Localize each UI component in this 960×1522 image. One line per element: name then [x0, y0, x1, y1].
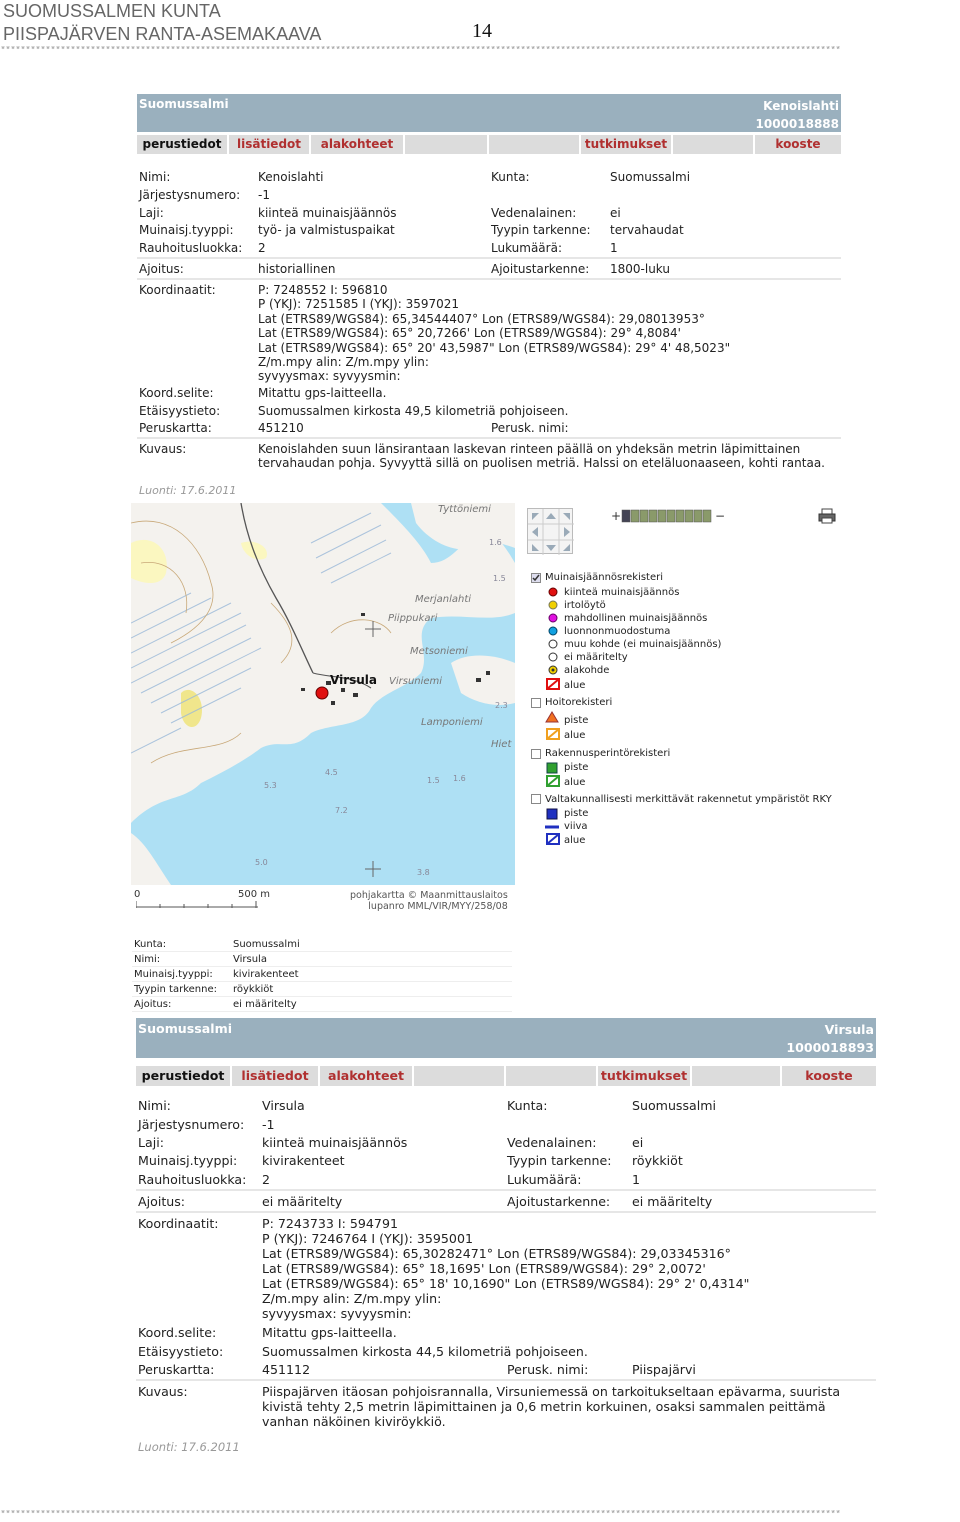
map-pan-control[interactable]	[527, 508, 573, 554]
coord-line: Lat (ETRS89/WGS84): 65° 18' 10,1690" Lon (ETRS89/WGS84): 29° 2' 0,4314"	[262, 1276, 750, 1291]
value-muinaisj-tyyppi: työ- ja valmistuspaikat	[258, 223, 395, 237]
tab-kooste[interactable]: kooste	[755, 135, 841, 154]
label-etaisyystieto: Etäisyystieto:	[138, 1344, 224, 1359]
site-marker	[316, 687, 328, 699]
label-kuvaus: Kuvaus:	[138, 1384, 188, 1399]
record-name: Virsula	[824, 1022, 874, 1037]
divider	[136, 1379, 876, 1381]
legend-item: alue	[564, 777, 586, 788]
label-etaisyystieto: Etäisyystieto:	[139, 404, 221, 418]
legend-item: viiva	[564, 821, 588, 832]
header-plan-title: PIISPAJÄRVEN RANTA-ASEMAKAAVA	[3, 24, 322, 44]
label-ajoitus: Ajoitus:	[139, 262, 184, 276]
value-rauhoitusluokka: 2	[262, 1172, 271, 1187]
scale-ruler	[136, 901, 261, 909]
svg-text:1.5: 1.5	[427, 776, 440, 785]
map-label: Virsuniemi	[389, 676, 443, 687]
description-line: vanhan näköinen kiviröykkiö.	[262, 1414, 446, 1429]
svg-text:4.5: 4.5	[325, 768, 338, 777]
blue-area-icon	[546, 833, 560, 848]
record-tabs	[136, 1066, 876, 1086]
tab-tutkimukset[interactable]: tutkimukset	[598, 1066, 690, 1086]
coord-line: P (YKJ): 7251585 I (YKJ): 3597021	[258, 297, 460, 312]
value-jarjestysnumero: -1	[258, 188, 270, 202]
coord-line: P (YKJ): 7246764 I (YKJ): 3595001	[262, 1231, 473, 1246]
divider	[137, 278, 841, 280]
label-jarjestysnumero: Järjestysnumero:	[139, 188, 241, 202]
zoom-out-icon: −	[715, 509, 726, 523]
tab-spacer	[414, 1066, 504, 1086]
value-ajoitus: ei määritelty	[262, 1194, 343, 1209]
label-kunta: Kunta:	[491, 170, 530, 184]
record-title-bar	[137, 94, 841, 132]
label-kuvaus: Kuvaus:	[139, 442, 187, 456]
record-municipality: Suomussalmi	[138, 1021, 233, 1036]
svg-text:7.2: 7.2	[335, 806, 348, 815]
map-view[interactable]	[131, 503, 515, 885]
layer-checkbox-hoitorekisteri[interactable]	[531, 698, 541, 708]
label-koordinaatit: Koordinaatit:	[139, 283, 216, 297]
legend-item: mahdollinen muinaisjäännös	[564, 613, 708, 624]
value-kunta: Suomussalmi	[610, 170, 691, 184]
divider	[137, 437, 841, 439]
svg-text:5.3: 5.3	[264, 781, 277, 790]
legend-item: alakohde	[564, 665, 610, 676]
value-koordinaatit	[258, 283, 730, 384]
map-label: Tyttöniemi	[438, 504, 491, 515]
value-koord-selite: Mitattu gps-laitteella.	[258, 386, 387, 400]
zoom-control[interactable]	[611, 508, 729, 528]
svg-text:2.3: 2.3	[495, 701, 508, 710]
value-laji: kiinteä muinaisjäännös	[262, 1135, 408, 1150]
coord-line: Z/m.mpy alin: Z/m.mpy ylin:	[258, 355, 429, 370]
value-laji: kiinteä muinaisjäännös	[258, 206, 397, 220]
top-star-divider: ************************************************************************************************************************************************************************	[0, 46, 841, 57]
zoom-in-icon: +	[611, 509, 622, 523]
value-etaisyystieto: Suomussalmen kirkosta 44,5 kilometriä pohjoiseen.	[262, 1344, 588, 1359]
svg-text:3.8: 3.8	[417, 868, 430, 877]
tab-spacer	[405, 135, 487, 154]
green-area-icon	[546, 775, 560, 790]
label-tyypin-tarkenne: Tyypin tarkenne:	[507, 1153, 612, 1168]
table-row: Muinaisj.tyyppi: kivirakenteet	[132, 967, 512, 982]
coord-line: P: 7248552 I: 596810	[258, 283, 388, 297]
tab-spacer	[489, 135, 579, 154]
svg-text:1.5: 1.5	[493, 574, 506, 583]
print-icon[interactable]	[818, 508, 836, 528]
label-peruskartta: Peruskartta:	[139, 421, 212, 435]
record-card-kenoislahti	[137, 94, 841, 500]
label-koord-selite: Koord.selite:	[138, 1325, 217, 1340]
label-tyypin-tarkenne: Tyypin tarkenne:	[491, 223, 591, 237]
tab-alakohteet[interactable]: alakohteet	[311, 135, 403, 154]
tab-lisatiedot[interactable]: lisätiedot	[229, 135, 309, 154]
divider	[136, 1211, 876, 1213]
value-ajoitustarkenne: 1800-luku	[610, 262, 670, 276]
divider	[136, 1189, 876, 1191]
map-label: Hiet	[491, 739, 512, 750]
value-kuvaus	[262, 1384, 840, 1429]
label-rauhoitusluokka: Rauhoitusluokka:	[139, 241, 243, 255]
tab-lisatiedot[interactable]: lisätiedot	[232, 1066, 318, 1086]
layer-checkbox-rky[interactable]	[531, 794, 541, 804]
value-muinaisj-tyyppi: kivirakenteet	[262, 1153, 345, 1168]
map-label: Piippukari	[388, 613, 438, 624]
legend-item: alue	[564, 835, 586, 846]
record-name: Kenoislahti	[763, 99, 839, 113]
value-vedenalainen: ei	[610, 206, 621, 220]
legend-item: alue	[564, 680, 586, 691]
legend-item: irtolöytö	[564, 600, 606, 611]
record-card-virsula	[136, 1018, 876, 1458]
legend-group-title: Hoitorekisteri	[545, 697, 613, 708]
label-muinaisj-tyyppi: Muinaisj.tyyppi:	[138, 1153, 238, 1168]
legend-item: muu kohde (ei muinaisjäännös)	[564, 639, 722, 650]
value-koord-selite: Mitattu gps-laitteella.	[262, 1325, 397, 1340]
coord-line: syvyysmax: syvyysmin:	[262, 1306, 412, 1321]
value-nimi: Kenoislahti	[258, 170, 324, 184]
coord-line: Lat (ETRS89/WGS84): 65° 20,7266' Lon (ETRS89/WGS84): 29° 4,8084'	[258, 326, 681, 341]
legend-item: kiinteä muinaisjäännös	[564, 587, 680, 598]
table-row: Nimi: Virsula	[132, 952, 512, 967]
record-id: 1000018893	[786, 1040, 874, 1055]
white-dot-icon	[548, 639, 558, 652]
label-koord-selite: Koord.selite:	[139, 386, 214, 400]
value-kuvaus	[258, 442, 825, 471]
svg-text:5.0: 5.0	[255, 858, 268, 867]
value-etaisyystieto: Suomussalmen kirkosta 49,5 kilometriä pohjoiseen.	[258, 404, 569, 418]
red-dot-icon	[548, 587, 558, 600]
tab-kooste[interactable]: kooste	[782, 1066, 876, 1086]
value-lukumaara: 1	[610, 241, 618, 255]
label-jarjestysnumero: Järjestysnumero:	[138, 1117, 245, 1132]
legend-item: ei määritelty	[564, 652, 628, 663]
document-header	[3, 0, 321, 46]
value-ajoitustarkenne: ei määritelty	[632, 1194, 713, 1209]
cyan-dot-icon	[548, 626, 558, 639]
table-row: Tyypin tarkenne: röykkiöt	[132, 982, 512, 997]
label-ajoitus: Ajoitus:	[138, 1194, 186, 1209]
map-label: Merjanlahti	[415, 594, 472, 605]
value-perusk-nimi: Piispajärvi	[632, 1362, 696, 1377]
magenta-dot-icon	[548, 613, 558, 626]
credit-line: pohjakartta © Maanmittauslaitos	[350, 890, 508, 901]
record-municipality: Suomussalmi	[139, 97, 229, 111]
legend-group-title: Valtakunnallisesti merkittävät rakennetut ympäristöt RKY	[545, 794, 832, 805]
label-laji: Laji:	[138, 1135, 164, 1150]
value-kunta: Suomussalmi	[632, 1098, 717, 1113]
label-ajoitustarkenne: Ajoitustarkenne:	[507, 1194, 611, 1209]
zoom-slider	[611, 508, 729, 524]
coord-line: Lat (ETRS89/WGS84): 65° 20' 43,5987" Lon (ETRS89/WGS84): 29° 4' 48,5023"	[258, 340, 731, 355]
value-koordinaatit	[262, 1216, 749, 1321]
value-lukumaara: 1	[632, 1172, 641, 1187]
legend-item: piste	[564, 808, 589, 819]
description-line: Kenoislahden suun länsirantaan laskevan rinteen päällä on yhdeksän metrin läpimittainen	[258, 442, 801, 456]
coord-line: Lat (ETRS89/WGS84): 65° 18,1695' Lon (ETRS89/WGS84): 29° 2,0072'	[262, 1261, 706, 1276]
value-tyypin-tarkenne: tervahaudat	[610, 223, 684, 237]
map-canvas	[131, 503, 515, 885]
legend-group-title: Muinaisjäännösrekisteri	[545, 572, 664, 583]
pan-arrows-icon	[528, 509, 574, 555]
white-dot-icon	[548, 652, 558, 665]
map-label: Lamponiemi	[421, 717, 483, 728]
label-kunta: Kunta:	[507, 1098, 548, 1113]
coord-line: Lat (ETRS89/WGS84): 65,30282471° Lon (ETRS89/WGS84): 29,03345316°	[262, 1246, 731, 1261]
value-peruskartta: 451112	[262, 1362, 311, 1377]
label-perusk-nimi: Perusk. nimi:	[491, 421, 569, 435]
label-peruskartta: Peruskartta:	[138, 1362, 215, 1377]
value-ajoitus: historiallinen	[258, 262, 336, 276]
tab-spacer	[506, 1066, 596, 1086]
legend-group-title: Rakennusperintörekisteri	[545, 748, 671, 759]
map-label-virsula: Virsula	[330, 673, 378, 687]
tab-tutkimukset[interactable]: tutkimukset	[581, 135, 671, 154]
description-line: Piispajärven itäosan pohjoisrannalla, Virsuniemessä on tarkoitukseltaan epävarma, suurista	[262, 1384, 841, 1399]
label-muinaisj-tyyppi: Muinaisj.tyyppi:	[139, 223, 234, 237]
description-line: tervahaudan pohja. Syvyyttä sillä on puolisen metriä. Halssi on eteläluonaaseen, kohti rantaa.	[258, 456, 825, 471]
yellow-dot-icon	[548, 600, 558, 613]
label-nimi: Nimi:	[139, 170, 171, 184]
table-row: Kunta: Suomussalmi	[132, 937, 512, 952]
value-peruskartta: 451210	[258, 421, 304, 435]
created-date: Luonti: 17.6.2011	[138, 1440, 240, 1454]
svg-text:1.6: 1.6	[453, 774, 466, 783]
value-tyypin-tarkenne: röykkiöt	[632, 1153, 683, 1168]
page-number: 14	[472, 20, 492, 42]
label-laji: Laji:	[139, 206, 164, 220]
created-date: Luonti: 17.6.2011	[139, 484, 237, 497]
label-lukumaara: Lukumäärä:	[491, 241, 562, 255]
credit-line: lupanro MML/VIR/MYY/258/08	[368, 901, 508, 912]
scale-start: 0	[134, 889, 141, 900]
label-perusk-nimi: Perusk. nimi:	[507, 1362, 589, 1377]
legend-item: luonnonmuodostuma	[564, 626, 671, 637]
legend-item: piste	[564, 762, 589, 773]
divider	[137, 257, 841, 259]
label-rauhoitusluokka: Rauhoitusluokka:	[138, 1172, 247, 1187]
red-area-icon	[546, 678, 560, 693]
value-jarjestysnumero: -1	[262, 1117, 275, 1132]
map-credit	[350, 890, 508, 912]
value-vedenalainen: ei	[632, 1135, 644, 1150]
legend-item: piste	[564, 715, 589, 726]
orange-area-icon	[546, 728, 560, 743]
label-nimi: Nimi:	[138, 1098, 171, 1113]
header-municipality: SUOMUSSALMEN KUNTA	[3, 1, 221, 21]
description-line: kivistä tehty 2,5 metrin läpimittainen ja 0,6 metrin korkuinen, osaksi sammalen peittämä	[262, 1399, 826, 1414]
tab-perustiedot[interactable]: perustiedot	[136, 1066, 230, 1086]
label-vedenalainen: Vedenalainen:	[491, 206, 577, 220]
table-row: Ajoitus: ei määritelty	[132, 997, 512, 1012]
coord-line: Z/m.mpy alin: Z/m.mpy ylin:	[262, 1291, 442, 1306]
value-rauhoitusluokka: 2	[258, 241, 266, 255]
label-ajoitustarkenne: Ajoitustarkenne:	[491, 262, 590, 276]
scale-end: 500 m	[238, 889, 271, 900]
svg-text:1.6: 1.6	[489, 538, 502, 547]
coord-line: Lat (ETRS89/WGS84): 65,34544407° Lon (ETRS89/WGS84): 29,08013953°	[258, 311, 705, 326]
bottom-star-divider: ************************************************************************************************************************************************************************	[0, 1510, 841, 1521]
layer-checkbox-rakennusperintorekisteri[interactable]	[531, 749, 541, 759]
record-title-bar	[136, 1018, 876, 1058]
label-lukumaara: Lukumäärä:	[507, 1172, 582, 1187]
map-label: Metsoniemi	[410, 646, 468, 657]
label-koordinaatit: Koordinaatit:	[138, 1216, 219, 1231]
orange-triangle-icon	[545, 711, 559, 726]
value-nimi: Virsula	[262, 1098, 305, 1113]
label-vedenalainen: Vedenalainen:	[507, 1135, 597, 1150]
record-tabs	[137, 135, 841, 154]
coord-line: P: 7243733 I: 594791	[262, 1216, 398, 1231]
tab-alakohteet[interactable]: alakohteet	[320, 1066, 412, 1086]
subsite-dot-icon	[548, 665, 558, 678]
record-id: 1000018888	[755, 117, 839, 131]
tab-spacer	[673, 135, 753, 154]
tab-perustiedot[interactable]: perustiedot	[137, 135, 227, 154]
coord-line: syvyysmax: syvyysmin:	[258, 369, 401, 384]
tab-spacer	[692, 1066, 780, 1086]
layer-checkbox-muinaisjaannosrekisteri[interactable]	[531, 573, 541, 583]
legend-item: alue	[564, 730, 586, 741]
